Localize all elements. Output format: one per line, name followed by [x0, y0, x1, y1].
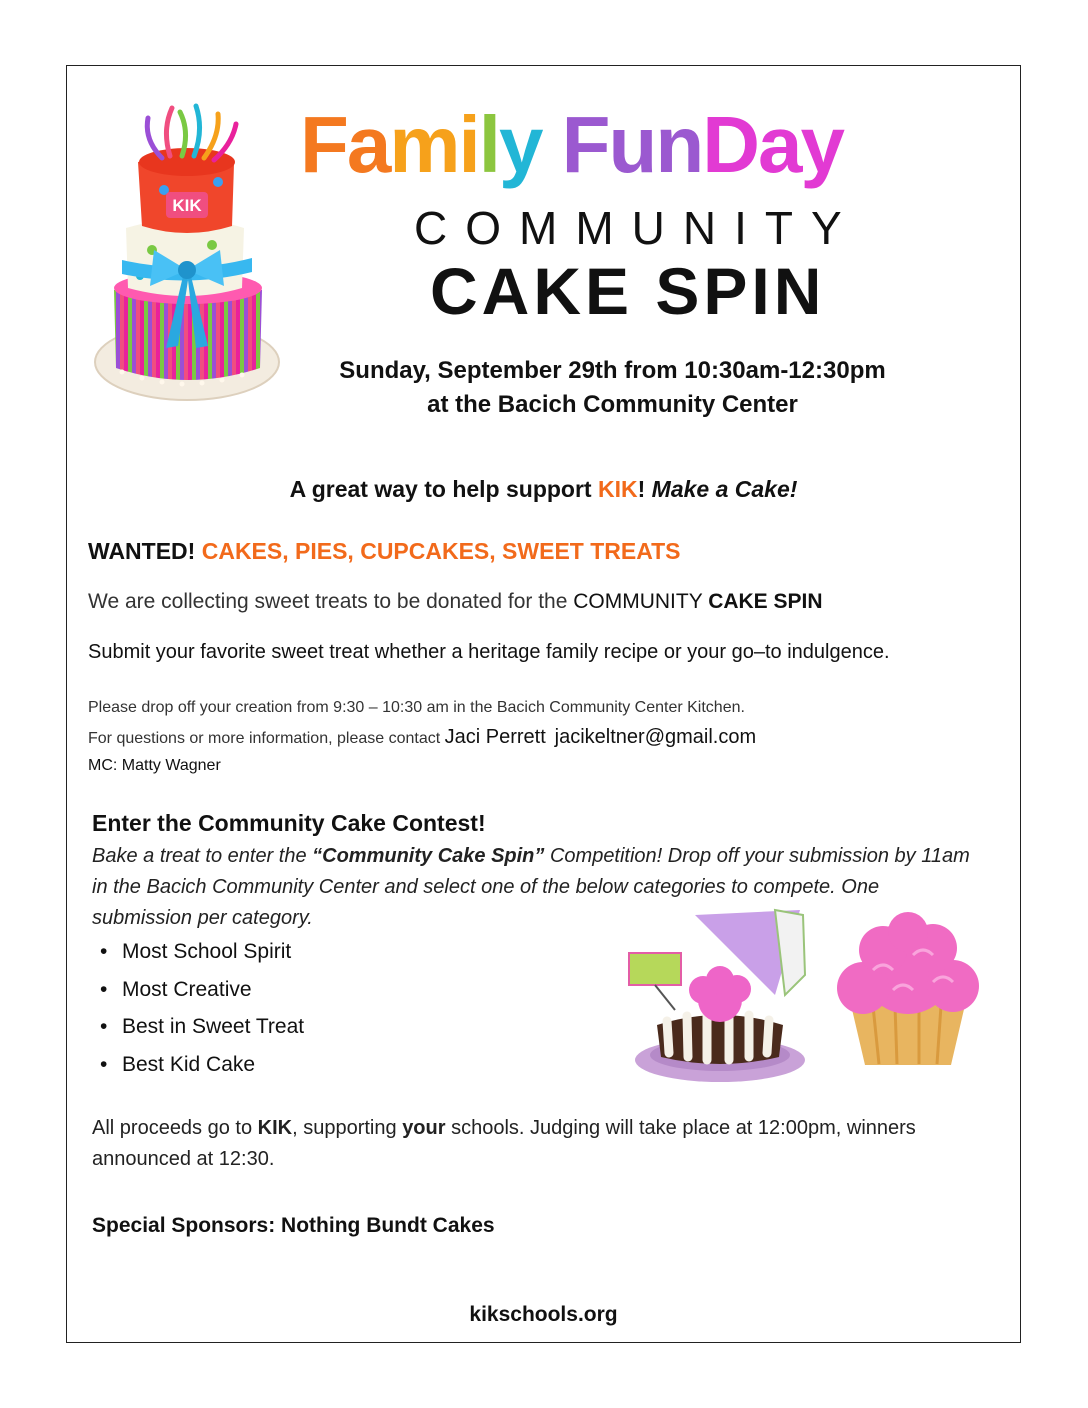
list-item: • Best in Sweet Treat — [100, 1011, 304, 1049]
proceeds-text-1: All proceeds go to — [92, 1117, 258, 1139]
contact-email[interactable]: jacikeltner@gmail.com — [554, 726, 757, 748]
title-cake-spin: CAKE SPIN — [430, 254, 826, 328]
support-line — [66, 476, 1021, 503]
collecting-text: We are collecting sweet treats to be donated for the — [88, 590, 574, 613]
contact-name: Jaci Perrett — [444, 726, 546, 748]
collecting-cake-spin: CAKE SPIN — [708, 590, 823, 613]
contest-text-2: Competition! Drop off your submission by 11am in the Bacich Community Center and select one of the below categories to compete. One submission per category. — [92, 845, 970, 929]
event-details — [240, 354, 985, 422]
collecting-line — [88, 590, 823, 614]
wanted-line — [88, 538, 681, 565]
wanted-label: WANTED! — [88, 538, 202, 564]
list-item: • Most Creative — [100, 974, 304, 1012]
contact-prefix: For questions or more information, please contact — [88, 730, 445, 747]
proceeds-your: your — [402, 1117, 446, 1139]
support-bang: ! — [637, 476, 652, 502]
sponsors-text: Special Sponsors: Nothing Bundt Cakes — [92, 1214, 495, 1237]
collecting-community: COMMUNITY — [573, 590, 709, 613]
dropoff-text: Please drop off your creation from 9:30 – 10:30 am in the Bacich Community Center Kitchen. — [88, 699, 745, 716]
contest-text-1: Bake a treat to enter the — [92, 845, 313, 867]
contest-heading: Enter the Community Cake Contest! — [92, 810, 486, 836]
list-item: • Best Kid Cake — [100, 1049, 304, 1087]
title-part-2: mi — [389, 100, 479, 189]
proceeds-text-2: , supporting — [292, 1117, 403, 1139]
mc-text: MC: Matty Wagner — [88, 757, 221, 774]
support-org: KIK — [597, 476, 638, 502]
website-link[interactable]: kikschools.org — [469, 1303, 618, 1326]
title-part-6: Day — [702, 100, 844, 189]
title-part-4: y — [498, 100, 562, 189]
bundt-cake-illustration — [625, 905, 815, 1090]
list-item: • Most School Spirit — [100, 936, 304, 974]
proceeds-text — [92, 1113, 962, 1175]
contact-line — [88, 726, 756, 749]
cake-kik-label: KIK — [172, 196, 202, 215]
contest-name: “Community Cake Spin” — [312, 845, 545, 867]
support-prefix: A great way to help support — [289, 476, 598, 502]
wanted-items: CAKES, PIES, CUPCAKES, SWEET TREATS — [201, 538, 681, 564]
support-cta: Make a Cake! — [651, 476, 798, 502]
event-location: at the Bacich Community Center — [427, 391, 798, 418]
proceeds-kik: KIK — [257, 1117, 293, 1139]
title-community: COMMUNITY — [414, 202, 860, 254]
title-part-5: Fun — [561, 100, 703, 189]
title-family-fun-day — [300, 100, 844, 189]
submit-text: Submit your favorite sweet treat whether a heritage family recipe or your go–to indulgence. — [88, 641, 890, 663]
cupcake-illustration — [823, 910, 993, 1070]
proceeds-text-3: schools. Judging will take place at 12:00pm, winners announced at 12:30. — [92, 1117, 916, 1170]
title-part-3: l — [478, 100, 499, 189]
category-list — [100, 936, 304, 1086]
event-date-time: Sunday, September 29th from 10:30am-12:30pm — [339, 357, 886, 384]
title-part-1: Fa — [300, 100, 390, 189]
